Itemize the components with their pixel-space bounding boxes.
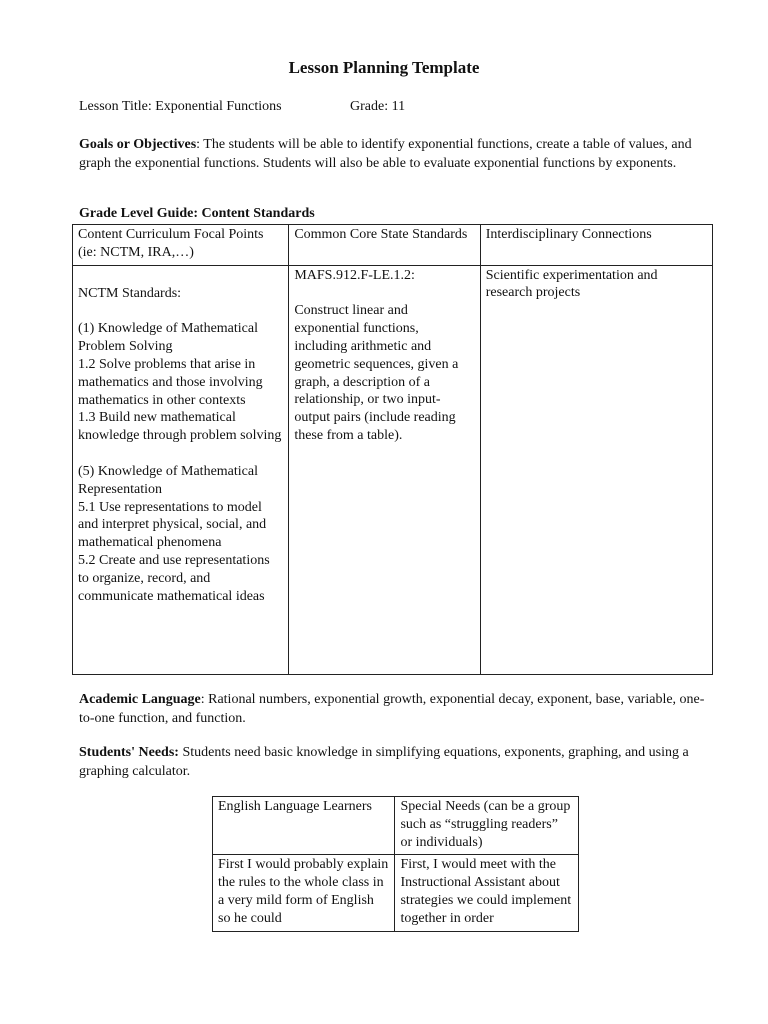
students-needs-paragraph bbox=[79, 744, 709, 781]
grade: Grade: 11 bbox=[350, 99, 406, 114]
standard-5-1: 5.1 Use representations to model and interpret physical, social, and mathematical phenomena bbox=[78, 499, 267, 551]
standard-description: Construct linear and exponential functions, including arithmetic and geometric sequences, given a graph, a description of a relationship, or two input-output pairs (include reading these from a table). bbox=[294, 303, 459, 443]
standard-1-title: (1) Knowledge of Mathematical Problem Solving bbox=[78, 321, 258, 355]
academic-language-text: : Rational numbers, exponential growth, exponential decay, exponent, base, variable, one-to-one function, and function. bbox=[79, 692, 705, 726]
needs-table bbox=[212, 796, 579, 932]
table-row bbox=[213, 855, 579, 931]
focal-points-cell bbox=[73, 265, 289, 674]
goals-text: : The students will be able to identify exponential functions, create a table of values, and graph the exponential functions. Students will also be able to evaluate exponential functions by exponents. bbox=[79, 137, 692, 171]
header-special-needs: Special Needs (can be a group such as “struggling readers” or individuals) bbox=[395, 797, 579, 855]
common-core-cell bbox=[289, 265, 480, 674]
standards-table bbox=[72, 224, 713, 675]
header-interdisciplinary: Interdisciplinary Connections bbox=[480, 225, 712, 266]
interdisciplinary-text: Scientific experimentation and research projects bbox=[485, 267, 658, 301]
standard-1-2: 1.2 Solve problems that arise in mathematics and those involving mathematics in other contexts bbox=[78, 356, 263, 408]
goals-label: Goals or Objectives bbox=[79, 137, 197, 152]
header-focal-points: Content Curriculum Focal Points (ie: NCTM, IRA,…) bbox=[73, 225, 289, 266]
academic-language-label: Academic Language bbox=[79, 692, 201, 707]
table-header-row bbox=[213, 797, 579, 855]
lesson-meta bbox=[79, 99, 406, 115]
students-needs-text: Students need basic knowledge in simplifying equations, exponents, graphing, and using a graphing calculator. bbox=[79, 745, 689, 779]
special-needs-cell: First, I would meet with the Instructional Assistant about strategies we could implement together in order bbox=[395, 855, 579, 931]
standard-5-2: 5.2 Create and use representations to organize, record, and communicate mathematical ideas bbox=[78, 552, 270, 604]
students-needs-label: Students' Needs: bbox=[79, 745, 179, 760]
table-header-row bbox=[73, 225, 713, 266]
interdisciplinary-cell bbox=[480, 265, 712, 674]
goals-paragraph bbox=[79, 136, 709, 173]
header-ell: English Language Learners bbox=[213, 797, 395, 855]
standard-code: MAFS.912.F-LE.1.2: bbox=[294, 267, 415, 283]
header-common-core: Common Core State Standards bbox=[289, 225, 480, 266]
standard-1-3: 1.3 Build new mathematical knowledge through problem solving bbox=[78, 410, 282, 444]
academic-language-paragraph bbox=[79, 691, 709, 728]
standard-5-title: (5) Knowledge of Mathematical Representation bbox=[78, 463, 258, 497]
ell-cell: First I would probably explain the rules to the whole class in a very mild form of English so he could bbox=[213, 855, 395, 931]
nctm-label: NCTM Standards: bbox=[78, 285, 182, 301]
page-title: Lesson Planning Template bbox=[288, 58, 480, 77]
lesson-title: Lesson Title: Exponential Functions bbox=[79, 99, 282, 114]
standards-heading: Grade Level Guide: Content Standards bbox=[79, 206, 315, 221]
table-row bbox=[73, 265, 713, 674]
